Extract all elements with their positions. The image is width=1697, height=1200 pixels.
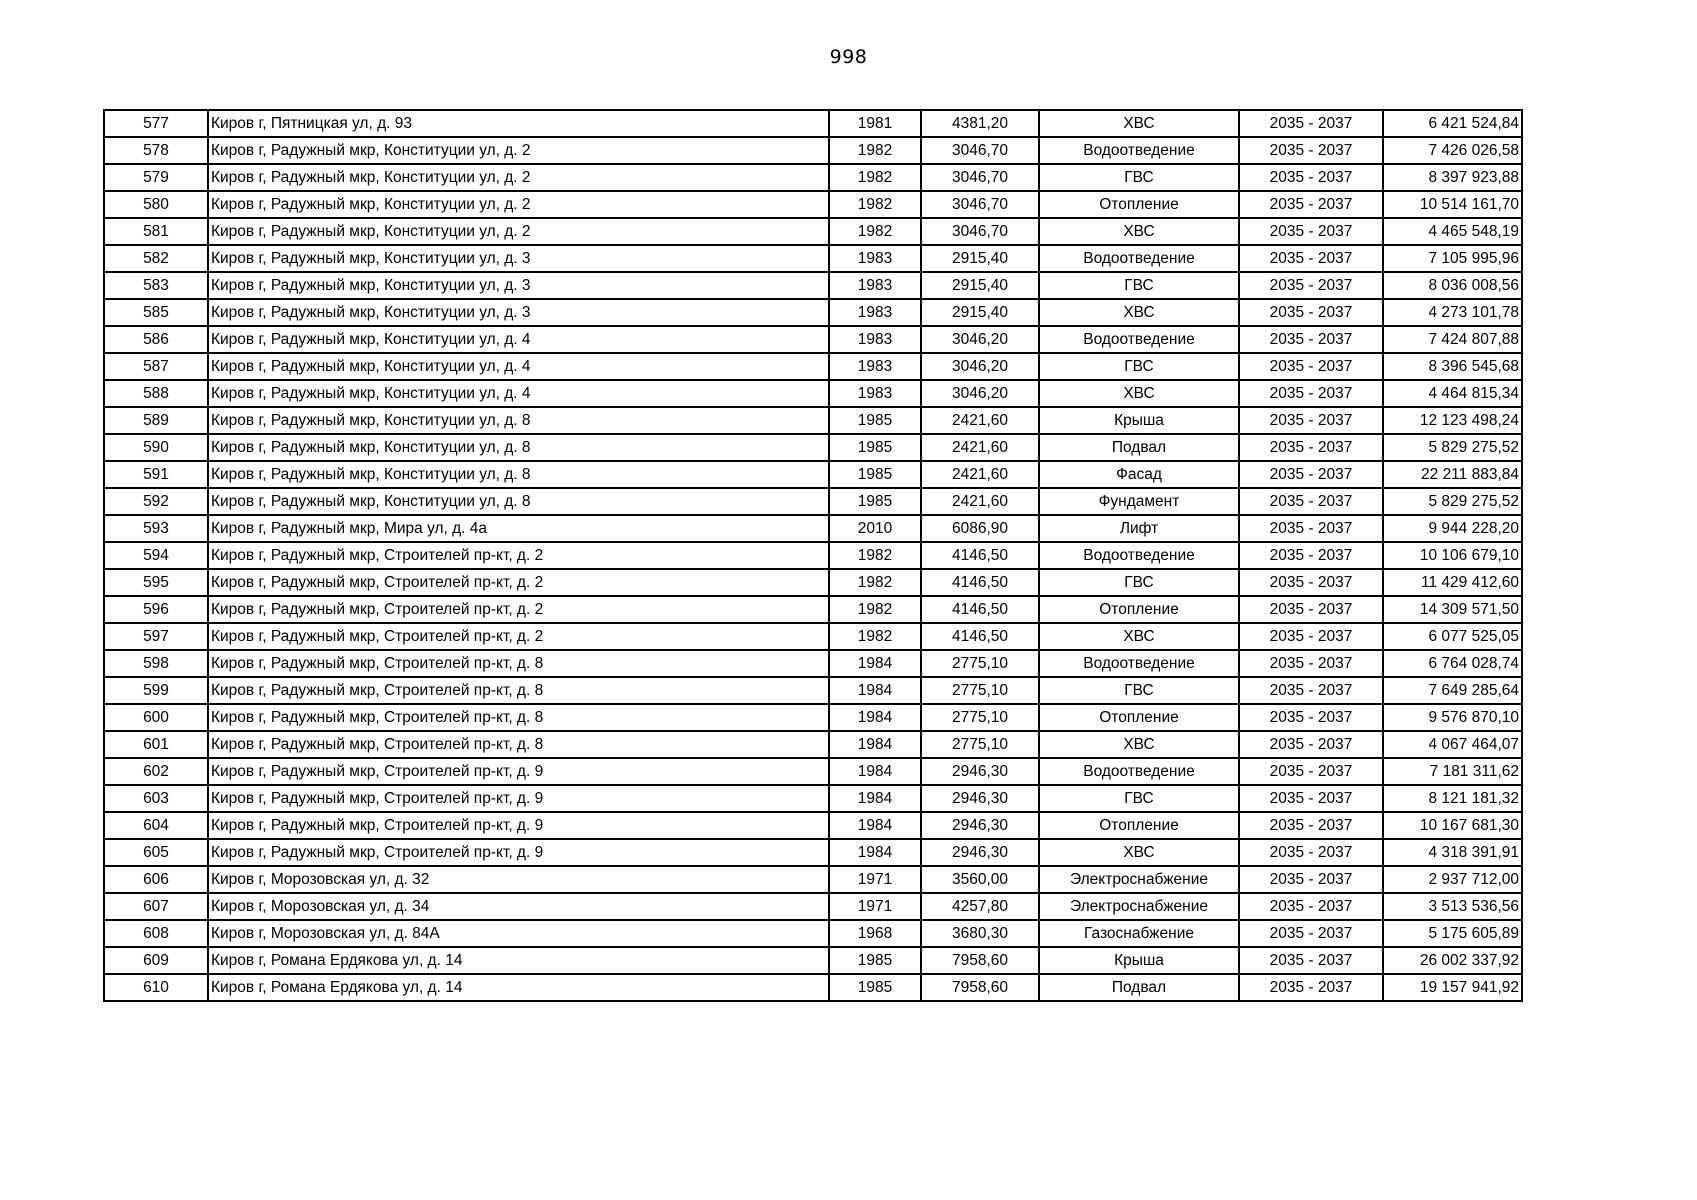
table-row bbox=[104, 191, 1522, 218]
table-row bbox=[104, 218, 1522, 245]
area-cell: 2915,40 bbox=[921, 272, 1039, 299]
table-row bbox=[104, 947, 1522, 974]
table-row bbox=[104, 920, 1522, 947]
area-cell: 6086,90 bbox=[921, 515, 1039, 542]
table-row bbox=[104, 461, 1522, 488]
cost-cell: 6 764 028,74 bbox=[1383, 650, 1522, 677]
address-cell: Киров г, Радужный мкр, Конституции ул, д. 8 bbox=[208, 461, 829, 488]
work-type-cell: Крыша bbox=[1039, 947, 1239, 974]
area-cell: 2421,60 bbox=[921, 434, 1039, 461]
table-row bbox=[104, 488, 1522, 515]
build-year-cell: 1984 bbox=[829, 650, 921, 677]
row-number-cell: 595 bbox=[104, 569, 208, 596]
cost-cell: 26 002 337,92 bbox=[1383, 947, 1522, 974]
cost-cell: 7 649 285,64 bbox=[1383, 677, 1522, 704]
address-cell: Киров г, Романа Ердякова ул, д. 14 bbox=[208, 947, 829, 974]
period-cell: 2035 - 2037 bbox=[1239, 677, 1383, 704]
build-year-cell: 1983 bbox=[829, 272, 921, 299]
period-cell: 2035 - 2037 bbox=[1239, 947, 1383, 974]
address-cell: Киров г, Радужный мкр, Конституции ул, д. 3 bbox=[208, 272, 829, 299]
cost-cell: 5 829 275,52 bbox=[1383, 434, 1522, 461]
address-cell: Киров г, Радужный мкр, Строителей пр-кт, д. 9 bbox=[208, 758, 829, 785]
cost-cell: 5 829 275,52 bbox=[1383, 488, 1522, 515]
table-row bbox=[104, 650, 1522, 677]
address-cell: Киров г, Радужный мкр, Строителей пр-кт, д. 9 bbox=[208, 839, 829, 866]
table-row bbox=[104, 434, 1522, 461]
cost-cell: 8 397 923,88 bbox=[1383, 164, 1522, 191]
row-number-cell: 591 bbox=[104, 461, 208, 488]
area-cell: 3046,70 bbox=[921, 164, 1039, 191]
work-type-cell: ХВС bbox=[1039, 299, 1239, 326]
row-number-cell: 601 bbox=[104, 731, 208, 758]
build-year-cell: 1985 bbox=[829, 407, 921, 434]
row-number-cell: 598 bbox=[104, 650, 208, 677]
area-cell: 7958,60 bbox=[921, 947, 1039, 974]
work-type-cell: Водоотведение bbox=[1039, 542, 1239, 569]
build-year-cell: 1982 bbox=[829, 218, 921, 245]
table-row bbox=[104, 110, 1522, 137]
table-row bbox=[104, 164, 1522, 191]
work-type-cell: ГВС bbox=[1039, 164, 1239, 191]
build-year-cell: 1983 bbox=[829, 353, 921, 380]
address-cell: Киров г, Радужный мкр, Конституции ул, д. 3 bbox=[208, 299, 829, 326]
row-number-cell: 597 bbox=[104, 623, 208, 650]
area-cell: 3046,70 bbox=[921, 191, 1039, 218]
work-type-cell: Отопление bbox=[1039, 704, 1239, 731]
work-type-cell: Электроснабжение bbox=[1039, 866, 1239, 893]
table-row bbox=[104, 407, 1522, 434]
area-cell: 3046,20 bbox=[921, 380, 1039, 407]
period-cell: 2035 - 2037 bbox=[1239, 569, 1383, 596]
work-type-cell: ГВС bbox=[1039, 785, 1239, 812]
cost-cell: 14 309 571,50 bbox=[1383, 596, 1522, 623]
area-cell: 4381,20 bbox=[921, 110, 1039, 137]
period-cell: 2035 - 2037 bbox=[1239, 515, 1383, 542]
area-cell: 2421,60 bbox=[921, 488, 1039, 515]
row-number-cell: 587 bbox=[104, 353, 208, 380]
area-cell: 4257,80 bbox=[921, 893, 1039, 920]
area-cell: 3680,30 bbox=[921, 920, 1039, 947]
period-cell: 2035 - 2037 bbox=[1239, 299, 1383, 326]
page-number: 998 bbox=[829, 46, 868, 68]
period-cell: 2035 - 2037 bbox=[1239, 434, 1383, 461]
period-cell: 2035 - 2037 bbox=[1239, 623, 1383, 650]
cost-cell: 7 424 807,88 bbox=[1383, 326, 1522, 353]
address-cell: Киров г, Радужный мкр, Конституции ул, д. 4 bbox=[208, 380, 829, 407]
area-cell: 2915,40 bbox=[921, 299, 1039, 326]
work-type-cell: ГВС bbox=[1039, 677, 1239, 704]
cost-cell: 7 426 026,58 bbox=[1383, 137, 1522, 164]
period-cell: 2035 - 2037 bbox=[1239, 920, 1383, 947]
build-year-cell: 1982 bbox=[829, 137, 921, 164]
row-number-cell: 588 bbox=[104, 380, 208, 407]
row-number-cell: 579 bbox=[104, 164, 208, 191]
row-number-cell: 600 bbox=[104, 704, 208, 731]
row-number-cell: 609 bbox=[104, 947, 208, 974]
address-cell: Киров г, Радужный мкр, Конституции ул, д. 8 bbox=[208, 488, 829, 515]
cost-cell: 7 105 995,96 bbox=[1383, 245, 1522, 272]
row-number-cell: 582 bbox=[104, 245, 208, 272]
area-cell: 2421,60 bbox=[921, 461, 1039, 488]
table-row bbox=[104, 596, 1522, 623]
table-row bbox=[104, 974, 1522, 1001]
build-year-cell: 1983 bbox=[829, 299, 921, 326]
period-cell: 2035 - 2037 bbox=[1239, 110, 1383, 137]
address-cell: Киров г, Радужный мкр, Конституции ул, д. 3 bbox=[208, 245, 829, 272]
table-row bbox=[104, 272, 1522, 299]
table-row bbox=[104, 704, 1522, 731]
cost-cell: 9 944 228,20 bbox=[1383, 515, 1522, 542]
table-row bbox=[104, 542, 1522, 569]
address-cell: Киров г, Морозовская ул, д. 32 bbox=[208, 866, 829, 893]
work-type-cell: ХВС bbox=[1039, 218, 1239, 245]
period-cell: 2035 - 2037 bbox=[1239, 407, 1383, 434]
period-cell: 2035 - 2037 bbox=[1239, 650, 1383, 677]
work-type-cell: Лифт bbox=[1039, 515, 1239, 542]
work-type-cell: ГВС bbox=[1039, 569, 1239, 596]
build-year-cell: 1984 bbox=[829, 839, 921, 866]
table-row bbox=[104, 758, 1522, 785]
address-cell: Киров г, Радужный мкр, Конституции ул, д. 2 bbox=[208, 218, 829, 245]
row-number-cell: 602 bbox=[104, 758, 208, 785]
row-number-cell: 581 bbox=[104, 218, 208, 245]
address-cell: Киров г, Радужный мкр, Строителей пр-кт, д. 2 bbox=[208, 542, 829, 569]
area-cell: 3560,00 bbox=[921, 866, 1039, 893]
period-cell: 2035 - 2037 bbox=[1239, 272, 1383, 299]
area-cell: 4146,50 bbox=[921, 623, 1039, 650]
table-row bbox=[104, 380, 1522, 407]
work-type-cell: Фасад bbox=[1039, 461, 1239, 488]
row-number-cell: 583 bbox=[104, 272, 208, 299]
period-cell: 2035 - 2037 bbox=[1239, 488, 1383, 515]
cost-cell: 12 123 498,24 bbox=[1383, 407, 1522, 434]
work-type-cell: Водоотведение bbox=[1039, 650, 1239, 677]
area-cell: 2946,30 bbox=[921, 758, 1039, 785]
work-type-cell: ХВС bbox=[1039, 731, 1239, 758]
area-cell: 3046,20 bbox=[921, 326, 1039, 353]
cost-cell: 6 421 524,84 bbox=[1383, 110, 1522, 137]
period-cell: 2035 - 2037 bbox=[1239, 812, 1383, 839]
row-number-cell: 594 bbox=[104, 542, 208, 569]
row-number-cell: 603 bbox=[104, 785, 208, 812]
cost-cell: 5 175 605,89 bbox=[1383, 920, 1522, 947]
work-type-cell: Отопление bbox=[1039, 812, 1239, 839]
area-cell: 3046,70 bbox=[921, 218, 1039, 245]
period-cell: 2035 - 2037 bbox=[1239, 326, 1383, 353]
address-cell: Киров г, Морозовская ул, д. 34 bbox=[208, 893, 829, 920]
address-cell: Киров г, Радужный мкр, Конституции ул, д. 2 bbox=[208, 191, 829, 218]
address-cell: Киров г, Радужный мкр, Строителей пр-кт, д. 9 bbox=[208, 785, 829, 812]
row-number-cell: 592 bbox=[104, 488, 208, 515]
table-body bbox=[104, 110, 1522, 1001]
period-cell: 2035 - 2037 bbox=[1239, 596, 1383, 623]
period-cell: 2035 - 2037 bbox=[1239, 731, 1383, 758]
address-cell: Киров г, Радужный мкр, Строителей пр-кт, д. 8 bbox=[208, 650, 829, 677]
address-cell: Киров г, Романа Ердякова ул, д. 14 bbox=[208, 974, 829, 1001]
area-cell: 4146,50 bbox=[921, 596, 1039, 623]
repair-schedule-table bbox=[103, 109, 1523, 1002]
cost-cell: 8 036 008,56 bbox=[1383, 272, 1522, 299]
work-type-cell: Электроснабжение bbox=[1039, 893, 1239, 920]
address-cell: Киров г, Пятницкая ул, д. 93 bbox=[208, 110, 829, 137]
area-cell: 2946,30 bbox=[921, 839, 1039, 866]
area-cell: 2775,10 bbox=[921, 677, 1039, 704]
cost-cell: 10 167 681,30 bbox=[1383, 812, 1522, 839]
row-number-cell: 599 bbox=[104, 677, 208, 704]
period-cell: 2035 - 2037 bbox=[1239, 893, 1383, 920]
table-row bbox=[104, 137, 1522, 164]
table-row bbox=[104, 245, 1522, 272]
cost-cell: 19 157 941,92 bbox=[1383, 974, 1522, 1001]
period-cell: 2035 - 2037 bbox=[1239, 245, 1383, 272]
row-number-cell: 608 bbox=[104, 920, 208, 947]
period-cell: 2035 - 2037 bbox=[1239, 839, 1383, 866]
period-cell: 2035 - 2037 bbox=[1239, 542, 1383, 569]
address-cell: Киров г, Морозовская ул, д. 84А bbox=[208, 920, 829, 947]
period-cell: 2035 - 2037 bbox=[1239, 137, 1383, 164]
work-type-cell: Водоотведение bbox=[1039, 758, 1239, 785]
area-cell: 2775,10 bbox=[921, 704, 1039, 731]
cost-cell: 10 514 161,70 bbox=[1383, 191, 1522, 218]
table-row bbox=[104, 299, 1522, 326]
area-cell: 2915,40 bbox=[921, 245, 1039, 272]
build-year-cell: 1971 bbox=[829, 893, 921, 920]
table-row bbox=[104, 731, 1522, 758]
row-number-cell: 605 bbox=[104, 839, 208, 866]
work-type-cell: Газоснабжение bbox=[1039, 920, 1239, 947]
period-cell: 2035 - 2037 bbox=[1239, 866, 1383, 893]
work-type-cell: Подвал bbox=[1039, 974, 1239, 1001]
area-cell: 4146,50 bbox=[921, 569, 1039, 596]
cost-cell: 6 077 525,05 bbox=[1383, 623, 1522, 650]
area-cell: 2775,10 bbox=[921, 650, 1039, 677]
table-row bbox=[104, 677, 1522, 704]
address-cell: Киров г, Радужный мкр, Конституции ул, д. 4 bbox=[208, 326, 829, 353]
build-year-cell: 1971 bbox=[829, 866, 921, 893]
table-row bbox=[104, 785, 1522, 812]
address-cell: Киров г, Радужный мкр, Конституции ул, д. 8 bbox=[208, 434, 829, 461]
area-cell: 2775,10 bbox=[921, 731, 1039, 758]
work-type-cell: Водоотведение bbox=[1039, 245, 1239, 272]
build-year-cell: 1982 bbox=[829, 542, 921, 569]
area-cell: 3046,70 bbox=[921, 137, 1039, 164]
table-row bbox=[104, 569, 1522, 596]
build-year-cell: 1983 bbox=[829, 380, 921, 407]
build-year-cell: 1983 bbox=[829, 245, 921, 272]
address-cell: Киров г, Радужный мкр, Конституции ул, д. 8 bbox=[208, 407, 829, 434]
period-cell: 2035 - 2037 bbox=[1239, 218, 1383, 245]
build-year-cell: 1983 bbox=[829, 326, 921, 353]
work-type-cell: ГВС bbox=[1039, 353, 1239, 380]
period-cell: 2035 - 2037 bbox=[1239, 758, 1383, 785]
address-cell: Киров г, Радужный мкр, Строителей пр-кт, д. 8 bbox=[208, 704, 829, 731]
cost-cell: 3 513 536,56 bbox=[1383, 893, 1522, 920]
work-type-cell: Отопление bbox=[1039, 596, 1239, 623]
build-year-cell: 1985 bbox=[829, 434, 921, 461]
period-cell: 2035 - 2037 bbox=[1239, 785, 1383, 812]
area-cell: 4146,50 bbox=[921, 542, 1039, 569]
address-cell: Киров г, Радужный мкр, Строителей пр-кт, д. 9 bbox=[208, 812, 829, 839]
work-type-cell: Крыша bbox=[1039, 407, 1239, 434]
build-year-cell: 2010 bbox=[829, 515, 921, 542]
table-row bbox=[104, 839, 1522, 866]
table-row bbox=[104, 866, 1522, 893]
cost-cell: 11 429 412,60 bbox=[1383, 569, 1522, 596]
table-row bbox=[104, 893, 1522, 920]
build-year-cell: 1982 bbox=[829, 596, 921, 623]
cost-cell: 4 273 101,78 bbox=[1383, 299, 1522, 326]
build-year-cell: 1982 bbox=[829, 191, 921, 218]
build-year-cell: 1984 bbox=[829, 731, 921, 758]
area-cell: 2946,30 bbox=[921, 812, 1039, 839]
area-cell: 3046,20 bbox=[921, 353, 1039, 380]
address-cell: Киров г, Радужный мкр, Строителей пр-кт, д. 2 bbox=[208, 569, 829, 596]
cost-cell: 4 067 464,07 bbox=[1383, 731, 1522, 758]
address-cell: Киров г, Радужный мкр, Конституции ул, д. 2 bbox=[208, 164, 829, 191]
work-type-cell: Фундамент bbox=[1039, 488, 1239, 515]
row-number-cell: 589 bbox=[104, 407, 208, 434]
period-cell: 2035 - 2037 bbox=[1239, 380, 1383, 407]
cost-cell: 9 576 870,10 bbox=[1383, 704, 1522, 731]
cost-cell: 4 465 548,19 bbox=[1383, 218, 1522, 245]
row-number-cell: 593 bbox=[104, 515, 208, 542]
cost-cell: 2 937 712,00 bbox=[1383, 866, 1522, 893]
build-year-cell: 1982 bbox=[829, 569, 921, 596]
period-cell: 2035 - 2037 bbox=[1239, 164, 1383, 191]
address-cell: Киров г, Радужный мкр, Строителей пр-кт, д. 8 bbox=[208, 677, 829, 704]
row-number-cell: 610 bbox=[104, 974, 208, 1001]
work-type-cell: ХВС bbox=[1039, 380, 1239, 407]
period-cell: 2035 - 2037 bbox=[1239, 191, 1383, 218]
table-row bbox=[104, 353, 1522, 380]
table-row bbox=[104, 812, 1522, 839]
build-year-cell: 1985 bbox=[829, 974, 921, 1001]
table-row bbox=[104, 515, 1522, 542]
area-cell: 2946,30 bbox=[921, 785, 1039, 812]
work-type-cell: Подвал bbox=[1039, 434, 1239, 461]
area-cell: 2421,60 bbox=[921, 407, 1039, 434]
row-number-cell: 606 bbox=[104, 866, 208, 893]
cost-cell: 8 121 181,32 bbox=[1383, 785, 1522, 812]
work-type-cell: Водоотведение bbox=[1039, 137, 1239, 164]
build-year-cell: 1984 bbox=[829, 704, 921, 731]
row-number-cell: 590 bbox=[104, 434, 208, 461]
address-cell: Киров г, Радужный мкр, Строителей пр-кт, д. 2 bbox=[208, 623, 829, 650]
build-year-cell: 1984 bbox=[829, 785, 921, 812]
work-type-cell: Отопление bbox=[1039, 191, 1239, 218]
cost-cell: 22 211 883,84 bbox=[1383, 461, 1522, 488]
row-number-cell: 577 bbox=[104, 110, 208, 137]
work-type-cell: ХВС bbox=[1039, 623, 1239, 650]
row-number-cell: 585 bbox=[104, 299, 208, 326]
cost-cell: 4 464 815,34 bbox=[1383, 380, 1522, 407]
build-year-cell: 1985 bbox=[829, 947, 921, 974]
area-cell: 7958,60 bbox=[921, 974, 1039, 1001]
build-year-cell: 1968 bbox=[829, 920, 921, 947]
period-cell: 2035 - 2037 bbox=[1239, 353, 1383, 380]
work-type-cell: ГВС bbox=[1039, 272, 1239, 299]
period-cell: 2035 - 2037 bbox=[1239, 704, 1383, 731]
table-row bbox=[104, 326, 1522, 353]
work-type-cell: Водоотведение bbox=[1039, 326, 1239, 353]
address-cell: Киров г, Радужный мкр, Строителей пр-кт, д. 8 bbox=[208, 731, 829, 758]
build-year-cell: 1981 bbox=[829, 110, 921, 137]
row-number-cell: 578 bbox=[104, 137, 208, 164]
address-cell: Киров г, Радужный мкр, Мира ул, д. 4а bbox=[208, 515, 829, 542]
row-number-cell: 586 bbox=[104, 326, 208, 353]
row-number-cell: 580 bbox=[104, 191, 208, 218]
address-cell: Киров г, Радужный мкр, Конституции ул, д. 2 bbox=[208, 137, 829, 164]
build-year-cell: 1985 bbox=[829, 488, 921, 515]
cost-cell: 8 396 545,68 bbox=[1383, 353, 1522, 380]
build-year-cell: 1984 bbox=[829, 677, 921, 704]
build-year-cell: 1982 bbox=[829, 623, 921, 650]
build-year-cell: 1985 bbox=[829, 461, 921, 488]
build-year-cell: 1984 bbox=[829, 758, 921, 785]
period-cell: 2035 - 2037 bbox=[1239, 461, 1383, 488]
table-row bbox=[104, 623, 1522, 650]
address-cell: Киров г, Радужный мкр, Строителей пр-кт, д. 2 bbox=[208, 596, 829, 623]
row-number-cell: 607 bbox=[104, 893, 208, 920]
cost-cell: 4 318 391,91 bbox=[1383, 839, 1522, 866]
cost-cell: 10 106 679,10 bbox=[1383, 542, 1522, 569]
row-number-cell: 604 bbox=[104, 812, 208, 839]
build-year-cell: 1982 bbox=[829, 164, 921, 191]
address-cell: Киров г, Радужный мкр, Конституции ул, д. 4 bbox=[208, 353, 829, 380]
period-cell: 2035 - 2037 bbox=[1239, 974, 1383, 1001]
build-year-cell: 1984 bbox=[829, 812, 921, 839]
cost-cell: 7 181 311,62 bbox=[1383, 758, 1522, 785]
row-number-cell: 596 bbox=[104, 596, 208, 623]
work-type-cell: ХВС bbox=[1039, 839, 1239, 866]
work-type-cell: ХВС bbox=[1039, 110, 1239, 137]
